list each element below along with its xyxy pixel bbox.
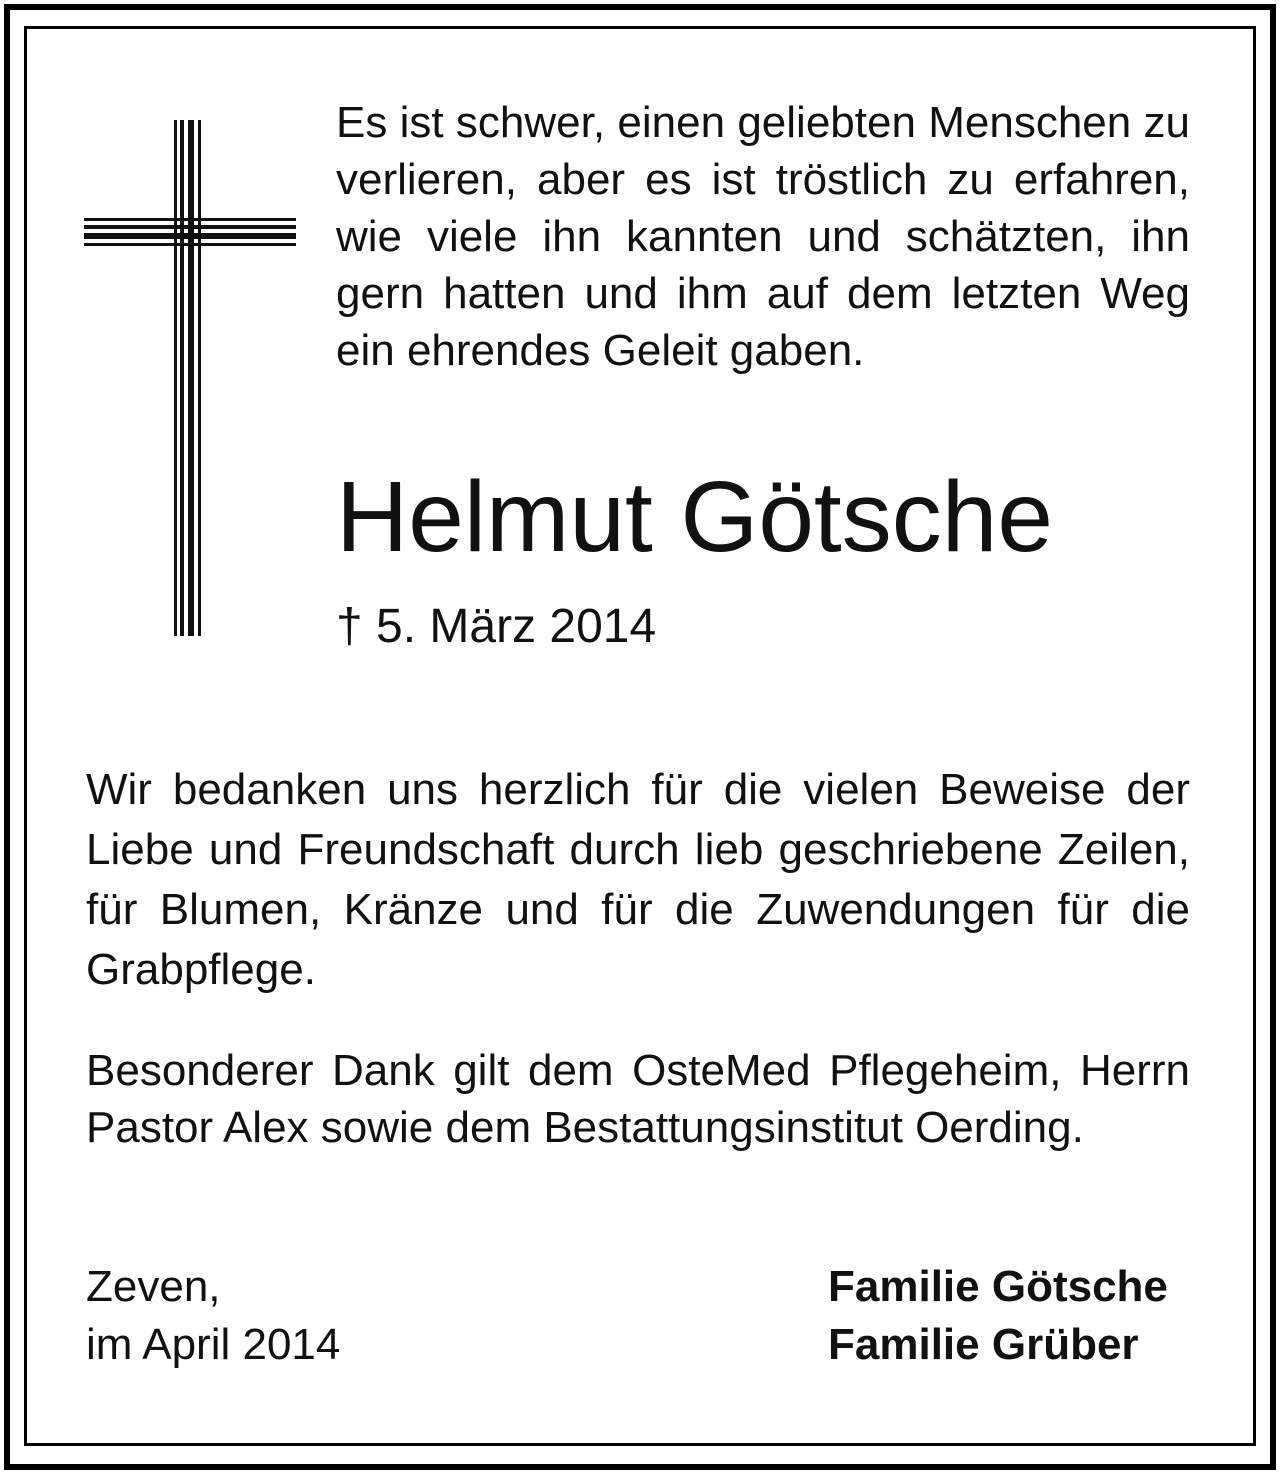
cross-icon: [84, 120, 296, 636]
closing-date: im April 2014: [86, 1320, 341, 1369]
signature-family-2: Familie Grüber: [828, 1320, 1139, 1369]
poem-text: Es ist schwer, einen geliebten Menschen zu verlieren, aber es ist tröstlich zu erfahren, wie viele ihn kannten und schätzten, ihn gern hatten und ihm auf dem letzten Weg ein ehrendes Geleit gaben.: [336, 98, 1190, 375]
signature-block: [828, 1258, 1168, 1374]
closing-place: Zeven,: [86, 1262, 221, 1311]
deceased-name: Helmut Götsche: [336, 461, 1053, 573]
death-date: † 5. März 2014: [336, 600, 657, 653]
special-thanks-text: Besonderer Dank gilt dem OsteMed Pflegeheim, Herrn Pastor Alex sowie dem Bestattungsinstitut Oerding.: [86, 1046, 1190, 1152]
signature-family-1: Familie Götsche: [828, 1262, 1168, 1311]
thanks-text: Wir bedanken uns herzlich für die vielen Beweise der Liebe und Freundschaft durch lieb geschriebene Zeilen, für Blumen, Kränze und für die Zuwendungen für die Grabpflege.: [86, 765, 1190, 994]
closing-place-date: [86, 1258, 340, 1374]
